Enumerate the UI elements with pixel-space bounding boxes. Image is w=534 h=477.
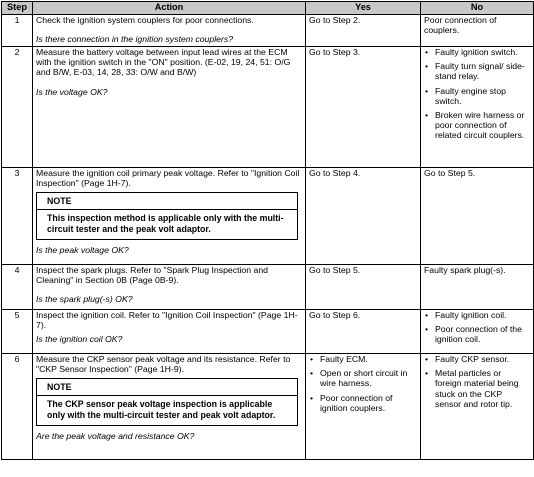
step-number: 3 — [2, 168, 33, 265]
troubleshooting-table — [1, 1, 534, 460]
no-list — [424, 47, 530, 141]
no-cell — [421, 47, 534, 168]
header-no: No — [421, 2, 534, 15]
list-item: • Faulty CKP sensor. — [424, 354, 530, 364]
yes-text: Go to Step 2. — [309, 15, 361, 25]
table-row — [2, 354, 534, 460]
step-number: 2 — [2, 47, 33, 168]
no-text: Faulty spark plug(-s). — [424, 265, 506, 275]
no-cell — [421, 265, 534, 310]
table-row — [2, 47, 534, 168]
list-item: • Poor connection of ignition couplers. — [309, 393, 417, 413]
yes-text: Go to Step 3. — [309, 47, 361, 57]
yes-cell — [306, 168, 421, 265]
note-box — [36, 378, 298, 425]
action-cell — [33, 310, 306, 354]
list-item: • Faulty turn signal/ side-stand relay. — [424, 61, 530, 81]
note-title: NOTE — [37, 193, 297, 209]
no-cell — [421, 168, 534, 265]
no-list — [424, 310, 530, 345]
action-text: Inspect the spark plugs. Refer to "Spark Plug Inspection and Cleaning" in Section 0B (Page 0B-9). — [36, 265, 268, 286]
no-list — [424, 354, 530, 409]
action-text: Measure the battery voltage between input lead wires at the ECM with the ignition switch in the "ON" position. (E-02, 19, 24, 51: O/G and B/W, E-03, 14, 28, 33: O/W and B/W) — [36, 47, 291, 78]
question-text: Is the spark plug(-s) OK? — [36, 294, 133, 305]
yes-cell — [306, 15, 421, 47]
note-box — [36, 192, 298, 239]
table-row — [2, 265, 534, 310]
step-number: 6 — [2, 354, 33, 460]
list-item: • Broken wire harness or poor connection of related circuit couplers. — [424, 110, 530, 141]
yes-cell — [306, 310, 421, 354]
no-cell — [421, 15, 534, 47]
action-cell — [33, 47, 306, 168]
yes-cell — [306, 354, 421, 460]
list-item: • Open or short circuit in wire harness. — [309, 368, 417, 388]
action-cell — [33, 265, 306, 310]
question-text: Is the voltage OK? — [36, 86, 108, 97]
list-item: • Metal particles or foreign material being stuck on the CKP sensor and rotor tip. — [424, 368, 530, 409]
action-text: Inspect the ignition coil. Refer to "Ignition Coil Inspection" (Page 1H-7). — [36, 310, 298, 331]
note-body: This inspection method is applicable only with the multi-circuit tester and the peak volt adaptor. — [47, 212, 284, 234]
yes-cell — [306, 47, 421, 168]
table-row — [2, 15, 534, 47]
action-text: Measure the ignition coil primary peak voltage. Refer to "Ignition Coil Inspection" (Page 1H-7). — [36, 168, 300, 189]
header-row — [2, 2, 534, 15]
question-text: Are the peak voltage and resistance OK? — [36, 430, 195, 441]
yes-text: Go to Step 4. — [309, 168, 361, 178]
step-number: 4 — [2, 265, 33, 310]
yes-list — [309, 354, 417, 413]
header-yes: Yes — [306, 2, 421, 15]
no-text: Go to Step 5. — [424, 168, 476, 178]
list-item: • Poor connection of the ignition coil. — [424, 324, 530, 344]
list-item: • Faulty engine stop switch. — [424, 86, 530, 106]
yes-text: Go to Step 5. — [309, 265, 361, 275]
table-row — [2, 310, 534, 354]
no-cell — [421, 310, 534, 354]
yes-text: Go to Step 6. — [309, 310, 361, 320]
yes-cell — [306, 265, 421, 310]
action-text: Measure the CKP sensor peak voltage and its resistance. Refer to "CKP Sensor Inspection" (Page 1H-9). — [36, 354, 291, 375]
action-cell — [33, 354, 306, 460]
step-number: 5 — [2, 310, 33, 354]
no-text: Poor connection of couplers. — [424, 15, 497, 36]
action-cell — [33, 15, 306, 47]
header-action: Action — [33, 2, 306, 15]
question-text: Is the peak voltage OK? — [36, 244, 129, 255]
question-text: Is the ignition coil OK? — [36, 334, 123, 345]
action-cell — [33, 168, 306, 265]
list-item: • Faulty ignition switch. — [424, 47, 530, 57]
action-text: Check the ignition system couplers for poor connections. — [36, 15, 254, 25]
question-text: Is there connection in the ignition system couplers? — [36, 34, 234, 45]
header-step: Step — [2, 2, 33, 15]
table-row — [2, 168, 534, 265]
step-number: 1 — [2, 15, 33, 47]
no-cell — [421, 354, 534, 460]
note-title: NOTE — [37, 379, 297, 395]
list-item: • Faulty ignition coil. — [424, 310, 530, 320]
note-body: The CKP sensor peak voltage inspection is applicable only with the multi-circuit tester and peak volt adaptor. — [47, 398, 276, 420]
list-item: • Faulty ECM. — [309, 354, 417, 364]
